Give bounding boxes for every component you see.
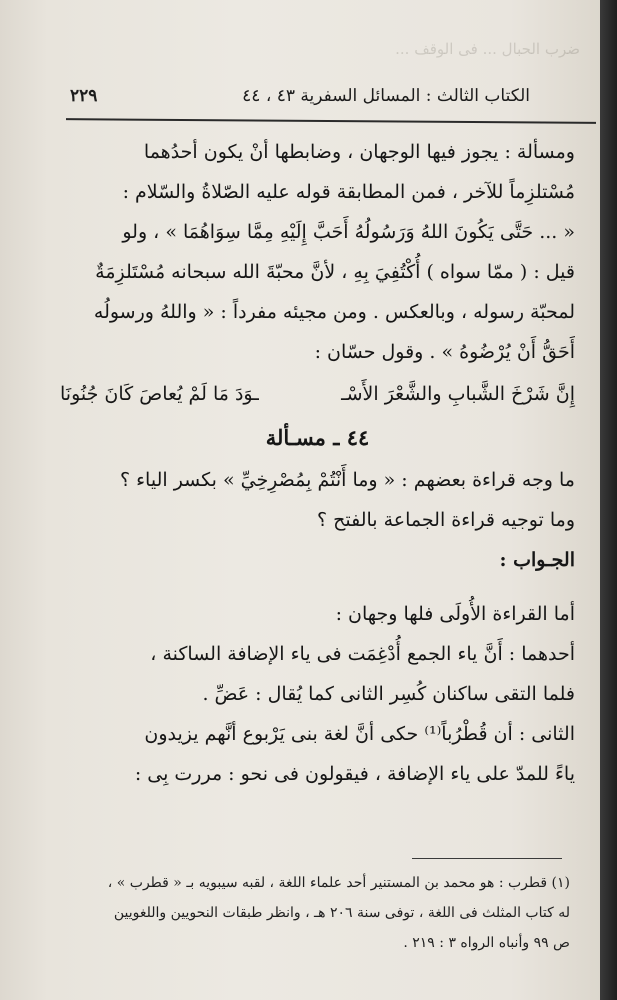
text-line: أَحَقُّ أَنْ يُرْضُوهُ » . وقول حسّان : — [314, 341, 575, 363]
text-line: قيل : ( ممّا سواه ) أُكْتُفِيَ بِهِ ، لأنَّ محبّةَ الله سبحانه مُسْتَلزِمَةٌ — [95, 261, 575, 283]
book-spine-edge — [600, 0, 617, 1000]
text-line: ومسألة : يجوز فيها الوجهان ، وضابطها أنْ يكون أحدُهما — [143, 141, 575, 163]
answer-line: أحدهما : أَنَّ ياء الجمع أُدْغِمَت فى ياء الإضافة الساكنة ، — [150, 643, 575, 665]
question-line: ما وجه قراءة بعضهم : « وما أَنْتُمْ بِمُصْرِخِيِّ » بكسر الياء ؟ — [120, 469, 575, 491]
bleed-through-text: ضرب الحبال ... فى الوقف ... — [395, 40, 580, 58]
main-text — [60, 132, 575, 794]
page-number: ٢٢٩ — [70, 86, 98, 106]
verse-first-hemistich: إِنَّ شَرْخَ الشَّبابِ والشَّعْرَ الأَسْـ — [341, 383, 575, 405]
text-line: مُسْتلزِماً للآخر ، فمن المطابقة قوله عليه الصّلاةُ والسّلام : — [122, 181, 575, 203]
page-header — [70, 82, 570, 116]
answer-label: الجـواب : — [499, 549, 575, 571]
footnote-line: ص ٩٩ وأنباه الرواه ٣ : ٢١٩ . — [403, 935, 570, 951]
verse-second-hemistich: ـوَدَ مَا لَمْ يُعاصَ كَانَ جُنُونَا — [60, 383, 259, 405]
running-title: الكتاب الثالث : المسائل السفرية ٤٣ ، ٤٤ — [242, 86, 530, 106]
answer-line: الثانى : أن قُطْرُباً⁽¹⁾ حكى أنَّ لغة بنى يَرْبوع أنَّهم يزيدون — [144, 723, 575, 745]
footnote-line: (١) قطرب : هو محمد بن المستنير أحد علماء اللغة ، لقبه سيبويه بـ « قطرب » ، — [107, 875, 570, 891]
footnote-rule — [412, 858, 562, 859]
header-rule — [66, 118, 596, 124]
answer-line: ياءً للمدّ على ياء الإضافة ، فيقولون فى نحو : مررت بِى : — [134, 763, 575, 785]
poetry-verse — [60, 372, 575, 416]
section-heading: ٤٤ ـ مسـألة — [265, 425, 370, 450]
text-line: « ... حَتَّى يَكُونَ اللهُ وَرَسُولُهُ أَحَبَّ إِلَيْهِ مِمَّا سِوَاهُمَا » ، ولو — [122, 221, 575, 243]
footnote-line: له كتاب المثلث فى اللغة ، توفى سنة ٢٠٦ هـ ، وانظر طبقات النحويين واللغويين — [113, 905, 570, 921]
answer-line: فلما التقى ساكنان كُسِر الثانى كما يُقال : عَضِّ . — [202, 683, 575, 705]
footnotes — [60, 868, 570, 958]
question-line: وما توجيه قراءة الجماعة بالفتح ؟ — [316, 509, 575, 531]
text-line: لمحبّة رسوله ، وبالعكس . ومن مجيئه مفرداً : « واللهُ ورسولُه — [93, 301, 575, 323]
answer-line: أما القراءة الأُولَى فلها وجهان : — [335, 603, 575, 625]
